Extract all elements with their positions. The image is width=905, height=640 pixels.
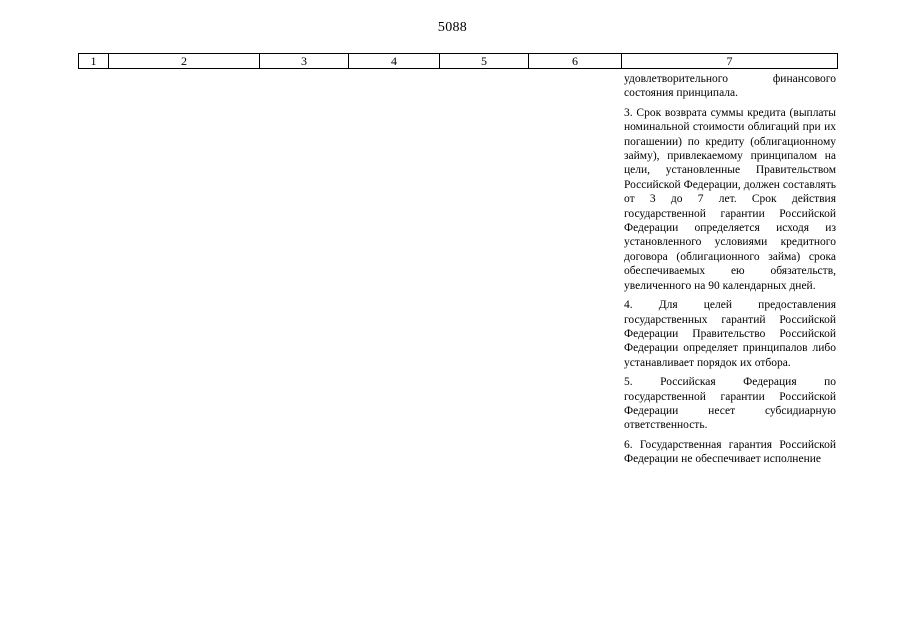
column-header-1: 1 xyxy=(79,54,109,69)
column-header-5: 5 xyxy=(440,54,529,69)
column-header-3: 3 xyxy=(260,54,349,69)
column-header-7: 7 xyxy=(622,54,838,69)
table-header-row xyxy=(79,54,838,69)
column-header-4: 4 xyxy=(349,54,440,69)
page-number: 5088 xyxy=(437,20,468,35)
paragraph-3: 3. Срок возврата суммы кредита (выплаты номинальной стоимости облигаций при их погашении) по кредиту (облигационному займу), привлекаемому принципалом на цели, установленные Правительством Российской Федерации, должен составлять от 3 до 7 лет. Срок действия государственной гарантии Российской Федерации определяется исходя из установленного условиями кредитного договора (облигационного займа) срока обеспечиваемых ею обязательств, увеличенного на 90 календарных дней. xyxy=(624,106,836,292)
column-7-text xyxy=(624,72,836,472)
paragraph-continuation: удовлетворительного финансового состояния принципала. xyxy=(624,73,836,100)
paragraph-4: 4. Для целей предоставления государственных гарантий Российской Федерации Правительство Российской Федерации определяет принципалов либо устанавливает порядок их отбора. xyxy=(624,299,836,369)
paragraph-6: 6. Государственная гарантия Российской Федерации не обеспечивает исполнение xyxy=(624,438,836,466)
column-header-6: 6 xyxy=(529,54,622,69)
paragraph-5: 5. Российская Федерация по государственной гарантии Российской Федерации несет субсидиарную ответственность. xyxy=(624,376,836,432)
table-header xyxy=(78,53,838,69)
column-header-2: 2 xyxy=(109,54,260,69)
